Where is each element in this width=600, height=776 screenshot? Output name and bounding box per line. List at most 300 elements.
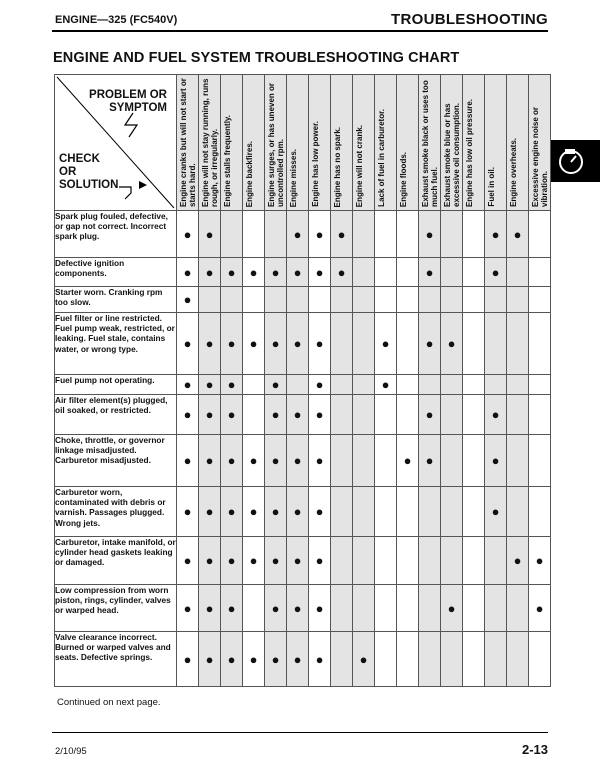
table-cell <box>331 258 353 287</box>
table-cell <box>199 487 221 537</box>
table-cell <box>177 435 199 487</box>
column-header <box>353 75 375 211</box>
check-bullet: ● <box>205 407 214 422</box>
column-header-label: Excessive engine noise or vibration. <box>531 106 549 207</box>
table-cell <box>221 395 243 435</box>
table-cell <box>397 258 419 287</box>
table-cell <box>441 211 463 258</box>
table-cell <box>507 632 529 687</box>
check-bullet: ● <box>271 504 280 519</box>
table-cell <box>243 375 265 395</box>
corner-check-text: CHECK OR SOLUTION <box>59 153 119 191</box>
check-bullet: ● <box>293 651 302 667</box>
corner-problem-label <box>89 89 167 115</box>
table-cell <box>419 395 441 435</box>
check-bullet: ● <box>271 553 280 568</box>
table-cell <box>265 537 287 585</box>
check-bullet: ● <box>535 553 544 568</box>
check-bullet: ● <box>205 504 214 519</box>
table-cell <box>441 313 463 375</box>
table-cell <box>243 487 265 537</box>
table-cell <box>177 211 199 258</box>
table-cell <box>463 258 485 287</box>
table-cell <box>397 375 419 395</box>
check-bullet: ● <box>227 453 236 468</box>
table-cell <box>375 395 397 435</box>
table-cell <box>507 375 529 395</box>
table-cell <box>397 537 419 585</box>
check-bullet: ● <box>315 453 324 468</box>
check-bullet: ● <box>271 264 280 280</box>
column-header <box>177 75 199 211</box>
column-header <box>375 75 397 211</box>
check-bullet: ● <box>513 553 522 568</box>
check-bullet: ● <box>249 264 258 280</box>
check-bullet: ● <box>491 453 500 468</box>
table-cell <box>463 211 485 258</box>
table-row <box>55 287 551 313</box>
table-cell <box>463 435 485 487</box>
check-bullet: ● <box>535 600 544 616</box>
check-bullet: ● <box>227 336 236 351</box>
check-bullet: ● <box>315 407 324 422</box>
table-cell <box>353 537 375 585</box>
table-cell <box>353 287 375 313</box>
table-row <box>55 375 551 395</box>
check-bullet: ● <box>183 651 192 667</box>
corner-check-label <box>59 153 118 192</box>
check-bullet: ● <box>513 226 522 242</box>
check-bullet: ● <box>425 336 434 351</box>
column-header-label: Engine floods. <box>399 151 408 207</box>
check-bullet: ● <box>491 264 500 280</box>
table-cell <box>177 287 199 313</box>
column-header <box>397 75 419 211</box>
table-cell <box>529 211 551 258</box>
footer-rule <box>52 732 548 733</box>
check-bullet: ● <box>183 264 192 280</box>
table-cell <box>529 287 551 313</box>
column-header-label: Fuel in oil. <box>487 167 496 207</box>
table-cell <box>331 537 353 585</box>
table-cell <box>485 585 507 632</box>
table-cell <box>199 585 221 632</box>
check-bullet: ● <box>205 553 214 568</box>
check-bullet: ● <box>491 407 500 422</box>
check-bullet: ● <box>337 264 346 280</box>
table-cell <box>331 375 353 395</box>
check-bullet: ● <box>293 407 302 422</box>
table-cell <box>331 632 353 687</box>
table-cell <box>199 435 221 487</box>
table-cell <box>353 211 375 258</box>
table-cell <box>331 211 353 258</box>
check-bullet: ● <box>271 407 280 422</box>
table-cell <box>375 487 397 537</box>
table-cell <box>375 585 397 632</box>
table-cell <box>353 313 375 375</box>
check-bullet: ● <box>447 600 456 616</box>
column-header-label: Engine will not stay running, runs rough, or irregularly. <box>201 78 219 207</box>
table-cell <box>485 632 507 687</box>
table-cell <box>287 211 309 258</box>
table-cell <box>287 375 309 395</box>
column-header <box>199 75 221 211</box>
table-cell <box>199 287 221 313</box>
table-cell <box>397 395 419 435</box>
table-cell <box>309 313 331 375</box>
table-cell <box>265 487 287 537</box>
row-cause-label: Choke, throttle, or governor linkage misadjusted. Carburetor misadjusted. <box>55 435 177 487</box>
table-header-row <box>55 75 551 211</box>
table-cell <box>309 632 331 687</box>
header-chapter-title: TROUBLESHOOTING <box>391 11 548 28</box>
check-bullet: ● <box>293 553 302 568</box>
table-cell <box>485 287 507 313</box>
table-cell <box>507 585 529 632</box>
table-cell <box>331 287 353 313</box>
table-cell <box>419 211 441 258</box>
table-body <box>55 211 551 687</box>
check-bullet: ● <box>315 336 324 351</box>
table-cell <box>243 287 265 313</box>
table-cell <box>221 537 243 585</box>
check-bullet: ● <box>425 264 434 280</box>
table-cell <box>177 313 199 375</box>
table-cell <box>485 487 507 537</box>
table-cell <box>265 258 287 287</box>
table-cell <box>199 395 221 435</box>
table-row <box>55 313 551 375</box>
table-cell <box>529 395 551 435</box>
check-bullet: ● <box>205 336 214 351</box>
table-cell <box>507 313 529 375</box>
table-cell <box>529 435 551 487</box>
check-bullet: ● <box>271 453 280 468</box>
column-header-label: Exhaust smoke blue or has excessive oil consumption. <box>443 102 461 207</box>
table-cell <box>265 375 287 395</box>
table-cell <box>331 313 353 375</box>
check-bullet: ● <box>205 264 214 280</box>
table-cell <box>309 211 331 258</box>
column-header-label: Engine cranks but will not start or starts hard. <box>179 78 197 207</box>
check-bullet: ● <box>381 377 390 392</box>
check-bullet: ● <box>183 336 192 351</box>
table-cell <box>243 537 265 585</box>
table-cell <box>199 258 221 287</box>
table-cell <box>397 487 419 537</box>
table-cell <box>309 375 331 395</box>
check-bullet: ● <box>425 226 434 242</box>
table-cell <box>353 395 375 435</box>
table-cell <box>441 395 463 435</box>
table-cell <box>177 585 199 632</box>
table-cell <box>529 537 551 585</box>
row-cause-label: Spark plug fouled, defective, or gap not correct. Incorrect spark plug. <box>55 211 177 258</box>
check-bullet: ● <box>315 553 324 568</box>
row-cause-label: Carburetor, intake manifold, or cylinder head gaskets leaking or damaged. <box>55 537 177 585</box>
check-bullet: ● <box>271 600 280 616</box>
table-cell <box>529 487 551 537</box>
table-cell <box>419 375 441 395</box>
table-cell <box>441 258 463 287</box>
table-cell <box>507 537 529 585</box>
check-bullet: ● <box>315 600 324 616</box>
table-cell <box>265 395 287 435</box>
check-bullet: ● <box>249 553 258 568</box>
column-header <box>221 75 243 211</box>
table-cell <box>243 585 265 632</box>
check-bullet: ● <box>205 226 214 242</box>
table-cell <box>529 375 551 395</box>
table-cell <box>507 395 529 435</box>
table-cell <box>463 487 485 537</box>
table-cell <box>507 258 529 287</box>
check-bullet: ● <box>491 226 500 242</box>
table-cell <box>309 395 331 435</box>
check-bullet: ● <box>315 377 324 392</box>
table-cell <box>485 537 507 585</box>
table-cell <box>419 632 441 687</box>
column-header <box>243 75 265 211</box>
check-bullet: ● <box>249 651 258 667</box>
table-cell <box>265 632 287 687</box>
table-cell <box>177 395 199 435</box>
table-cell <box>353 585 375 632</box>
table-cell <box>441 632 463 687</box>
table-cell <box>309 287 331 313</box>
header-section-title: ENGINE—325 (FC540V) <box>55 14 178 26</box>
table-cell <box>529 585 551 632</box>
table-cell <box>463 395 485 435</box>
table-cell <box>287 585 309 632</box>
table-cell <box>265 313 287 375</box>
row-cause-label: Low compression from worn piston, rings, cylinder, valves or warped head. <box>55 585 177 632</box>
column-header-label: Engine has no spark. <box>333 126 342 207</box>
table-cell <box>375 632 397 687</box>
row-cause-label: Carburetor worn, contaminated with debris or varnish. Passages plugged. Wrong jets. <box>55 487 177 537</box>
column-header <box>441 75 463 211</box>
table-cell <box>287 632 309 687</box>
table-cell <box>221 287 243 313</box>
table-cell <box>287 435 309 487</box>
table-cell <box>375 287 397 313</box>
table-cell <box>243 313 265 375</box>
table-cell <box>375 211 397 258</box>
table-cell <box>529 313 551 375</box>
table-cell <box>397 632 419 687</box>
continued-note: Continued on next page. <box>57 697 161 708</box>
table-cell <box>441 375 463 395</box>
table-cell <box>419 585 441 632</box>
table-cell <box>243 395 265 435</box>
table-cell <box>309 585 331 632</box>
table-cell <box>287 258 309 287</box>
table-cell <box>419 313 441 375</box>
table-cell <box>287 287 309 313</box>
table-cell <box>463 375 485 395</box>
table-row <box>55 487 551 537</box>
table-cell <box>353 487 375 537</box>
column-header <box>265 75 287 211</box>
table-cell <box>265 585 287 632</box>
table-cell <box>397 435 419 487</box>
check-bullet: ● <box>315 264 324 280</box>
check-bullet: ● <box>205 651 214 667</box>
check-bullet: ● <box>183 504 192 519</box>
check-bullet: ● <box>227 651 236 667</box>
footer-date: 2/10/95 <box>55 746 87 757</box>
check-bullet: ● <box>293 453 302 468</box>
table-cell <box>463 313 485 375</box>
table-cell <box>375 537 397 585</box>
column-header <box>287 75 309 211</box>
table-cell <box>309 487 331 537</box>
table-cell <box>485 435 507 487</box>
table-cell <box>375 313 397 375</box>
table-cell <box>177 258 199 287</box>
table-cell <box>463 632 485 687</box>
table-cell <box>221 632 243 687</box>
table-cell <box>221 211 243 258</box>
table-cell <box>397 211 419 258</box>
table-cell <box>243 435 265 487</box>
table-cell <box>397 287 419 313</box>
row-cause-label: Fuel filter or line restricted. Fuel pump weak, restricted, or leaking. Fuel stale, contains water, or wrong type. <box>55 313 177 375</box>
table-cell <box>177 375 199 395</box>
header-rule <box>52 30 548 32</box>
check-bullet: ● <box>447 336 456 351</box>
column-header-label: Engine backfires. <box>245 140 254 207</box>
check-bullet: ● <box>249 453 258 468</box>
table-cell <box>243 258 265 287</box>
table-cell <box>507 211 529 258</box>
check-bullet: ● <box>293 600 302 616</box>
corner-problem-text: PROBLEM OR SYMPTOM <box>89 89 167 114</box>
check-bullet: ● <box>227 553 236 568</box>
table-cell <box>309 435 331 487</box>
check-bullet: ● <box>183 553 192 568</box>
check-bullet: ● <box>227 504 236 519</box>
check-bullet: ● <box>183 226 192 242</box>
column-header-label: Lack of fuel in carburetor. <box>377 109 386 207</box>
check-bullet: ● <box>293 264 302 280</box>
check-bullet: ● <box>205 453 214 468</box>
table-cell <box>419 537 441 585</box>
check-bullet: ● <box>271 377 280 392</box>
table-cell <box>199 632 221 687</box>
table-cell <box>463 537 485 585</box>
table-cell <box>485 211 507 258</box>
table-cell <box>221 435 243 487</box>
check-bullet: ● <box>271 336 280 351</box>
table-row <box>55 537 551 585</box>
table-cell <box>309 537 331 585</box>
table-cell <box>353 375 375 395</box>
column-header <box>331 75 353 211</box>
table-row <box>55 211 551 258</box>
table-cell <box>441 487 463 537</box>
column-header-label: Engine stalls frequently. <box>223 115 232 207</box>
table-row <box>55 435 551 487</box>
row-cause-label: Valve clearance incorrect. Burned or warped valves and seats. Defective springs. <box>55 632 177 687</box>
check-bullet: ● <box>249 336 258 351</box>
table-cell <box>353 435 375 487</box>
engine-icon <box>556 147 586 175</box>
table-cell <box>243 632 265 687</box>
table-cell <box>485 395 507 435</box>
table-row <box>55 395 551 435</box>
check-bullet: ● <box>491 504 500 519</box>
column-header-label: Engine overheats. <box>509 138 518 207</box>
column-header-label: Engine has low power. <box>311 121 320 207</box>
row-cause-label: Fuel pump not operating. <box>55 375 177 395</box>
table-cell <box>419 258 441 287</box>
table-cell <box>265 287 287 313</box>
troubleshooting-table <box>54 74 551 687</box>
column-header-label: Engine will not crank. <box>355 124 364 207</box>
table-cell <box>375 258 397 287</box>
check-bullet: ● <box>227 377 236 392</box>
check-bullet: ● <box>425 407 434 422</box>
table-cell <box>265 435 287 487</box>
table-cell <box>287 537 309 585</box>
column-header <box>529 75 551 211</box>
table-cell <box>441 585 463 632</box>
table-cell <box>221 313 243 375</box>
column-header-label: Engine has low oil pressure. <box>465 98 474 207</box>
check-bullet: ● <box>315 651 324 667</box>
table-cell <box>485 375 507 395</box>
table-cell <box>331 585 353 632</box>
check-bullet: ● <box>271 651 280 667</box>
table-cell <box>199 537 221 585</box>
column-header <box>507 75 529 211</box>
check-bullet: ● <box>381 336 390 351</box>
column-header <box>309 75 331 211</box>
table-row <box>55 258 551 287</box>
table-cell <box>529 258 551 287</box>
table-cell <box>353 632 375 687</box>
table-cell <box>287 395 309 435</box>
table-cell <box>375 435 397 487</box>
page-title: ENGINE AND FUEL SYSTEM TROUBLESHOOTING CHART <box>53 50 460 66</box>
check-bullet: ● <box>183 377 192 392</box>
page-number: 2-13 <box>521 742 548 757</box>
table-cell <box>221 258 243 287</box>
table-cell <box>199 211 221 258</box>
check-bullet: ● <box>183 453 192 468</box>
table-cell <box>177 632 199 687</box>
table-corner-cell <box>55 75 177 211</box>
check-bullet: ● <box>205 377 214 392</box>
chapter-tab <box>548 140 600 182</box>
check-bullet: ● <box>227 407 236 422</box>
check-bullet: ● <box>293 226 302 242</box>
table-cell <box>287 487 309 537</box>
table-cell <box>441 435 463 487</box>
table-cell <box>507 435 529 487</box>
table-cell <box>199 375 221 395</box>
row-cause-label: Air filter element(s) plugged, oil soaked, or restricted. <box>55 395 177 435</box>
column-header <box>463 75 485 211</box>
table-cell <box>221 585 243 632</box>
check-bullet: ● <box>315 504 324 519</box>
table-cell <box>199 313 221 375</box>
table-row <box>55 585 551 632</box>
table-cell <box>353 258 375 287</box>
table-cell <box>243 211 265 258</box>
